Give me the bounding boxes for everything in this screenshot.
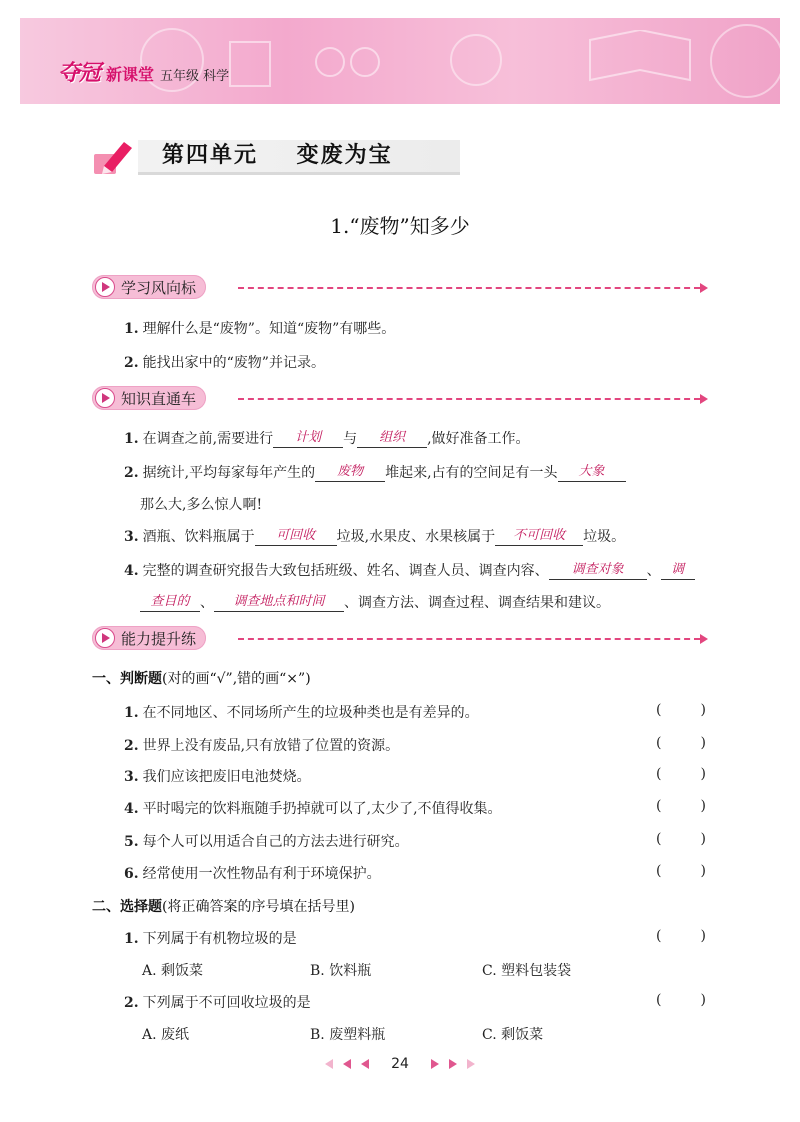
choice-question: 1. 下列属于有机物垃圾的是 xyxy=(124,931,297,947)
arrow-right-icon xyxy=(449,1059,457,1069)
choice-option-a[interactable]: A. 剩饭菜 xyxy=(142,963,204,979)
part1-heading: 一、判断题(对的画“√”,错的画“×”) xyxy=(92,671,311,687)
answer-blank[interactable]: 调查地点和时间 xyxy=(214,593,344,612)
choice-option-b[interactable]: B. 废塑料瓶 xyxy=(310,1027,386,1043)
answer-blank[interactable]: 大象 xyxy=(558,463,626,482)
play-icon xyxy=(95,628,115,648)
arrow-left-icon xyxy=(343,1059,351,1069)
arrow-icon xyxy=(700,283,708,293)
section-title: 学习风向标 xyxy=(121,278,197,297)
fill-question-4-continued: 查目的 、 调查地点和时间 、调查方法、调查过程、调查结果和建议。 xyxy=(140,592,610,612)
unit-title: 第四单元 变废为宝 xyxy=(162,143,393,168)
answer-parentheses[interactable]: ( ) xyxy=(656,863,706,879)
choice-option-a[interactable]: A. 废纸 xyxy=(142,1027,190,1043)
brand-logo: 夺冠 xyxy=(58,61,101,86)
fill-question-2: 2. 据统计,平均每家每年产生的 废物 堆起来,占有的空间足有一头 大象 xyxy=(124,462,626,482)
play-icon xyxy=(95,277,115,297)
answer-parentheses[interactable]: ( ) xyxy=(656,766,706,782)
answer-parentheses[interactable]: ( ) xyxy=(656,928,706,944)
answer-blank[interactable]: 组织 xyxy=(357,429,427,448)
judge-item: 6. 经常使用一次性物品有利于环境保护。 xyxy=(124,866,381,882)
arrow-icon xyxy=(700,394,708,404)
choice-option-b[interactable]: B. 饮料瓶 xyxy=(310,963,372,979)
answer-parentheses[interactable]: ( ) xyxy=(656,702,706,718)
dashed-divider xyxy=(238,638,700,640)
fill-question-1: 1. 在调查之前,需要进行 计划 与 组织 ,做好准备工作。 xyxy=(124,430,530,447)
answer-blank[interactable]: 可回收 xyxy=(255,527,337,546)
fill-question-2-continued: 那么大,多么惊人啊! xyxy=(140,497,263,513)
part2-heading: 二、选择题(将正确答案的序号填在括号里) xyxy=(92,899,355,915)
section-title: 能力提升练 xyxy=(121,629,197,648)
globe-decor-icon xyxy=(710,24,780,98)
judge-item: 2. 世界上没有废品,只有放错了位置的资源。 xyxy=(124,738,400,754)
judge-item: 3. 我们应该把废旧电池焚烧。 xyxy=(124,769,311,785)
judge-item: 1. 在不同地区、不同场所产生的垃圾种类也是有差异的。 xyxy=(124,705,479,721)
answer-parentheses[interactable]: ( ) xyxy=(656,798,706,814)
section-title: 知识直通车 xyxy=(121,389,197,408)
school-supplies-decor-icon xyxy=(220,32,420,92)
lesson-title: 1.“废物”知多少 xyxy=(330,214,470,238)
page-number: 24 xyxy=(391,1056,409,1072)
answer-parentheses[interactable]: ( ) xyxy=(656,831,706,847)
play-icon xyxy=(95,388,115,408)
choice-option-c[interactable]: C. 塑料包装袋 xyxy=(482,963,572,979)
fill-question-3: 3. 酒瓶、饮料瓶属于 可回收 垃圾,水果皮、水果核属于 不可回收 垃圾。 xyxy=(124,528,626,545)
section-header-goals xyxy=(92,275,206,299)
dashed-divider xyxy=(238,398,700,400)
answer-blank[interactable]: 查目的 xyxy=(140,593,200,612)
arrow-left-icon xyxy=(325,1059,333,1069)
section-header-practice xyxy=(92,626,206,650)
answer-parentheses[interactable]: ( ) xyxy=(656,992,706,1008)
list-item: 1. 理解什么是“废物”。知道“废物”有哪些。 xyxy=(124,321,396,337)
brand xyxy=(58,56,230,86)
answer-blank[interactable]: 调查对象 xyxy=(549,561,647,580)
list-item: 2. 能找出家中的“废物”并记录。 xyxy=(124,355,325,371)
brand-series: 新课堂 xyxy=(106,65,155,84)
answer-blank[interactable]: 废物 xyxy=(315,463,385,482)
dashed-divider xyxy=(238,287,700,289)
answer-blank[interactable]: 不可回收 xyxy=(495,527,583,546)
pencil-icon xyxy=(90,136,138,180)
answer-blank[interactable]: 调 xyxy=(661,561,695,580)
answer-blank[interactable]: 计划 xyxy=(273,429,343,448)
section-header-knowledge xyxy=(92,386,206,410)
arrow-left-icon xyxy=(361,1059,369,1069)
judge-item: 5. 每个人可以用适合自己的方法去进行研究。 xyxy=(124,834,409,850)
clock-decor-icon xyxy=(450,34,502,86)
page-footer xyxy=(0,1056,800,1072)
choice-option-c[interactable]: C. 剩饭菜 xyxy=(482,1027,544,1043)
arrow-icon xyxy=(700,634,708,644)
judge-item: 4. 平时喝完的饮料瓶随手扔掉就可以了,太少了,不值得收集。 xyxy=(124,801,502,817)
arrow-right-icon xyxy=(431,1059,439,1069)
choice-question: 2. 下列属于不可回收垃圾的是 xyxy=(124,995,311,1011)
answer-parentheses[interactable]: ( ) xyxy=(656,735,706,751)
book-decor-icon xyxy=(580,30,700,94)
fill-question-4: 4. 完整的调查研究报告大致包括班级、姓名、调查人员、调查内容、 调查对象 、 调 xyxy=(124,560,695,580)
grade-subject: 五年级 科学 xyxy=(160,69,230,84)
arrow-right-icon xyxy=(467,1059,475,1069)
